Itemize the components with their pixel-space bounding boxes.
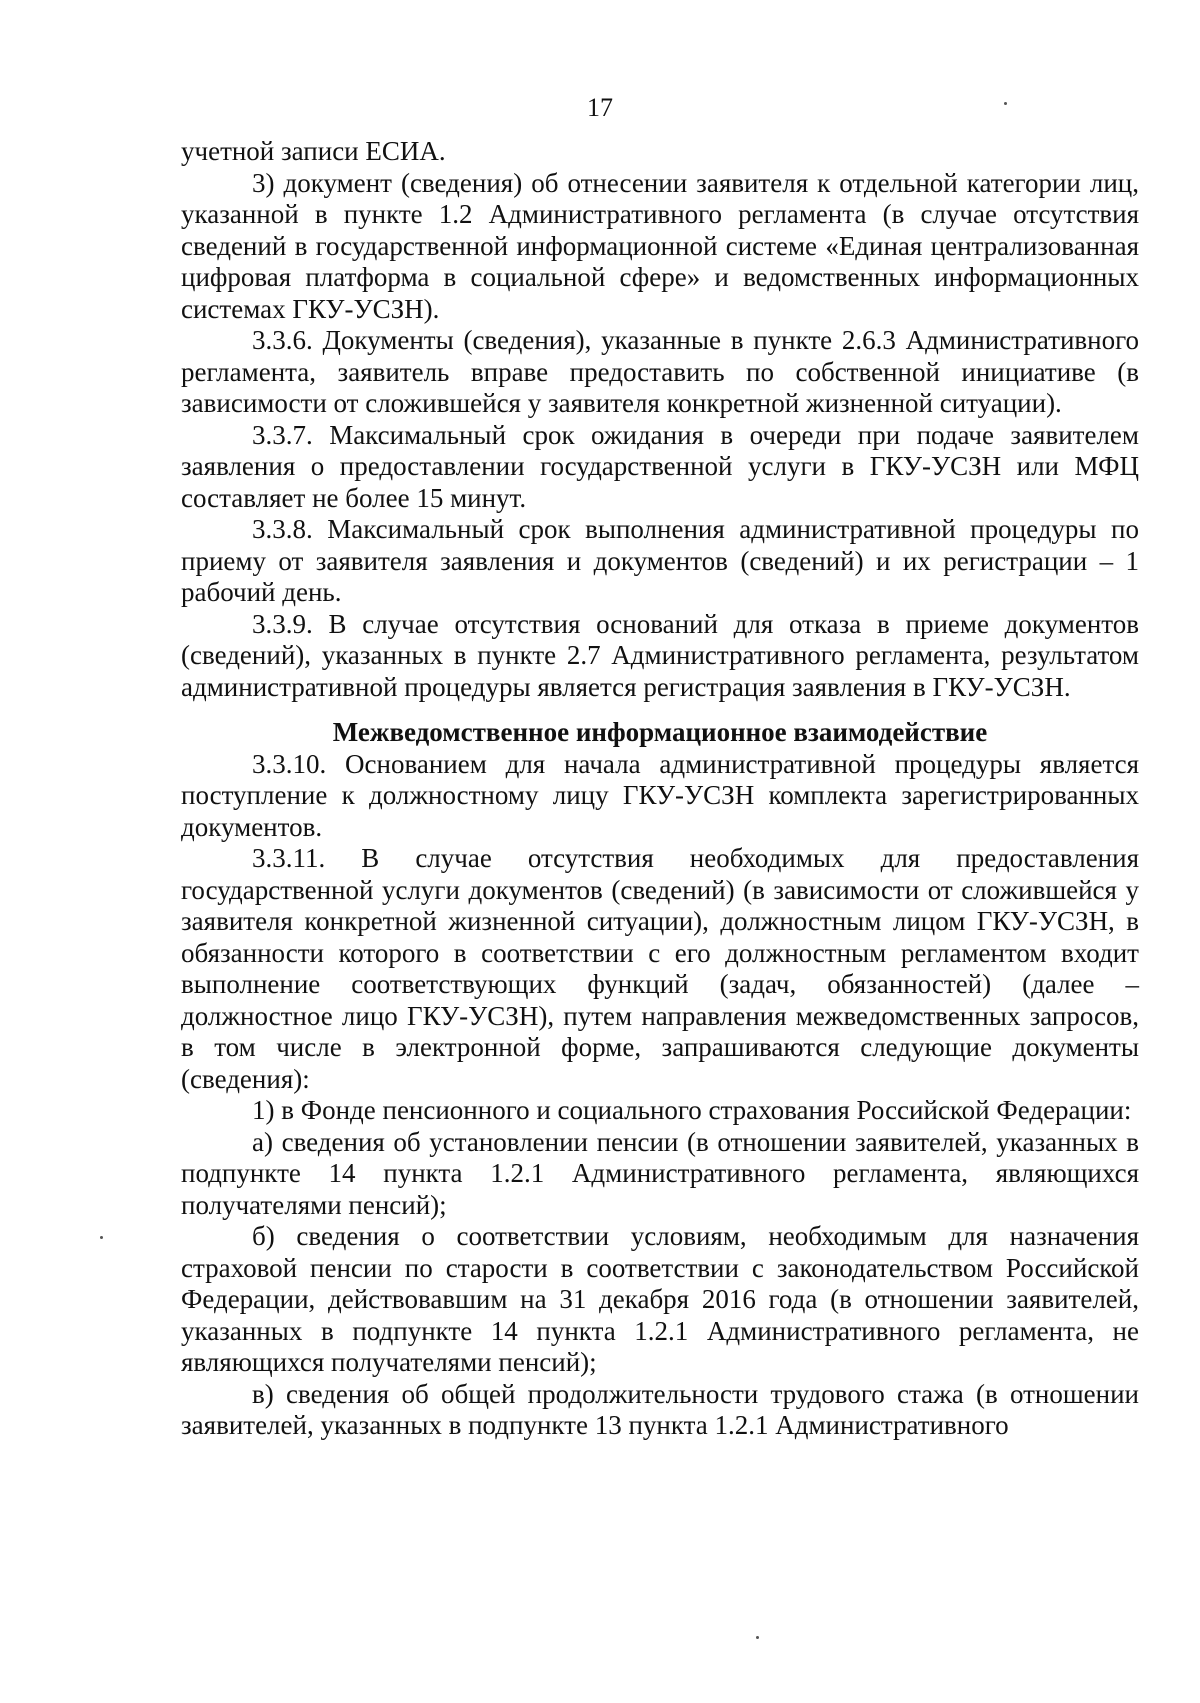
paragraph-3-3-8: 3.3.8. Максимальный срок выполнения административной процедуры по приему от заявителя заявления и документов (сведений) и их регистрации – 1 рабочий день. [181, 514, 1139, 607]
paragraph-3-3-10: 3.3.10. Основанием для начала административной процедуры является поступление к должностному лицу ГКУ-УСЗН комплекта зарегистрированных документов. [181, 748, 1139, 842]
paragraph-item-a: а) сведения об установлении пенсии (в отношении заявителей, указанных в подпункте 14 пункта 1.2.1 Административного регламента, являющихся получателями пенсий); [181, 1126, 1139, 1220]
paragraph-item-3: 3) документ (сведения) об отнесении заявителя к отдельной категории лиц, указанной в пункте 1.2 Административного регламента (в случае отсутствия сведений в государственной информационной системе «Единая централизованная цифровая платформа в социальной сфере» и ведомственных информационных системах ГКУ-УСЗН). [181, 167, 1139, 324]
paragraph-item-b: б) сведения о соответствии условиям, необходимым для назначения страховой пенсии по старости в соответствии с законодательством Российской Федерации, действовавшим на 31 декабря 2016 года (в отношении заявителей, указанных в подпункте 14 пункта 1.2.1 Административного регламента, не являющихся получателями пенсий); [181, 1221, 1139, 1377]
paragraph-item-v: в) сведения об общей продолжительности трудового стажа (в отношении заявителей, указанных в подпункте 13 пункта 1.2.1 Административного [181, 1378, 1139, 1440]
paragraph-3-3-6: 3.3.6. Документы (сведения), указанные в пункте 2.6.3 Административного регламента, заявитель вправе предоставить по собственной инициативе (в зависимости от сложившейся у заявителя конкретной жизненной ситуации). [181, 325, 1139, 418]
paragraph-item-1: 1) в Фонде пенсионного и социального страхования Российской Федерации: [252, 1095, 1132, 1125]
page-number: 17 [587, 93, 613, 122]
scan-speck [756, 1636, 759, 1639]
document-body [181, 136, 1139, 1442]
paragraph-3-3-11: 3.3.11. В случае отсутствия необходимых для предоставления государственной услуги документов (сведений) (в зависимости от сложившейся у заявителя конкретной жизненной ситуации), должностным лицом ГКУ-УСЗН, в обязанности которого в соответствии с его должностным регламентом входит выполнение соответствующих функций (задач, обязанностей) (далее – должностное лицо ГКУ-УСЗН), путем направления межведомственных запросов, в том числе в электронной форме, запрашиваются следующие документы (сведения): [181, 843, 1139, 1094]
scan-speck [1004, 102, 1007, 105]
paragraph-3-3-7: 3.3.7. Максимальный срок ожидания в очереди при подаче заявителем заявления о предоставлении государственной услуги в ГКУ-УСЗН или МФЦ составляет не более 15 минут. [181, 419, 1139, 513]
scan-speck [100, 1236, 103, 1239]
paragraph-continuation: учетной записи ЕСИА. [181, 136, 446, 166]
section-heading: Межведомственное информационное взаимодействие [332, 717, 988, 747]
paragraph-3-3-9: 3.3.9. В случае отсутствия оснований для отказа в приеме документов (сведений), указанных в пункте 2.7 Административного регламента, результатом административной процедуры является регистрация заявления в ГКУ-УСЗН. [181, 608, 1139, 702]
